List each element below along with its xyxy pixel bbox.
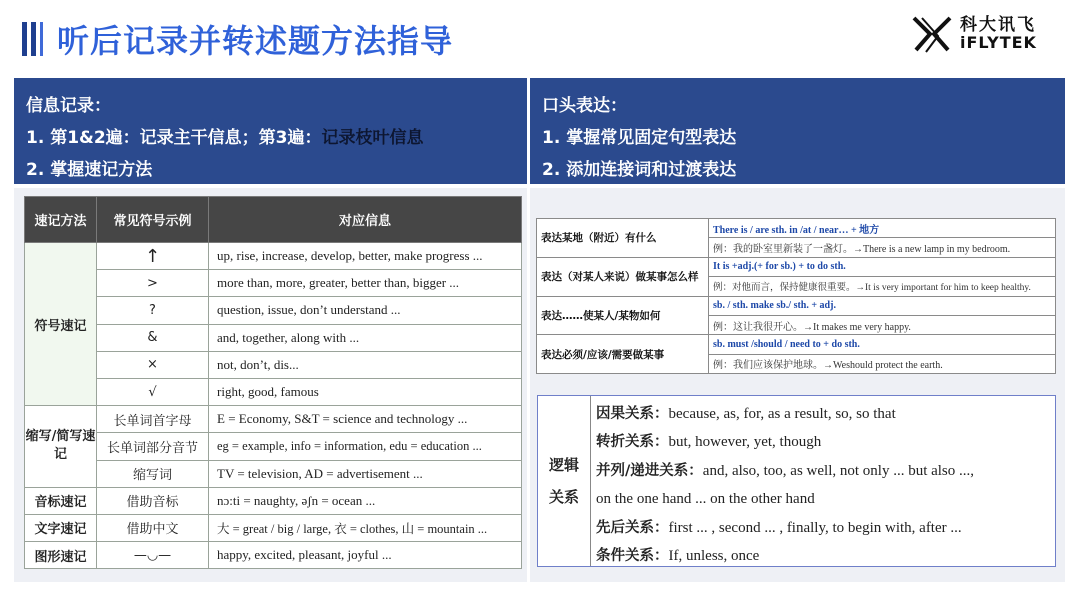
page-title: 听后记录并转述题方法指导 (57, 22, 454, 60)
symbol-cell: 缩写词 (97, 460, 209, 487)
smile-curve-icon: —◡— (97, 542, 209, 569)
logic-line-sequence: 先后关系：first ... , second ... , finally, to begin with, after ... (596, 519, 962, 536)
info-cell: more than, more, greater, better than, bigger ... (209, 270, 522, 297)
pattern-formula: sb. must /should / need to + do sth. (709, 335, 1056, 354)
symbol-cell: ? (97, 297, 209, 324)
oral-expression-box (530, 78, 1065, 184)
symbol-cell: 长单词首字母 (97, 406, 209, 433)
pattern-example: 例：对他而言，保持健康很重要。→It is very important for him to keep healthy. (709, 277, 1056, 296)
info-cell: eg = example, info = information, edu = education ... (209, 433, 522, 460)
title-bars-icon (22, 22, 43, 56)
info-cell: 大 = great / big / large, 衣 = clothes, 山 = mountain ... (209, 514, 522, 541)
table-row (25, 351, 522, 378)
logo-cn-text: 科大讯飞 (960, 14, 1036, 35)
info-record-point-1: 1. 第1&2遍：记录主干信息；第3遍：记录枝叶信息 (26, 128, 424, 148)
oral-expression-point-1: 1. 掌握常见固定句型表达 (542, 128, 737, 148)
logic-line-contrast: 转折关系：but, however, yet, though (596, 434, 822, 451)
pattern-label: 表达（对某人来说）做某事怎么样 (537, 257, 709, 296)
table-row (25, 378, 522, 405)
pattern-label: 表达必须/应该/需要做某事 (537, 335, 709, 374)
table-row (25, 270, 522, 297)
info-cell: E = Economy, S&T = science and technology ... (209, 406, 522, 433)
info-cell: nɔ:ti = naughty, əʃn = ocean ... (209, 487, 522, 514)
logic-relations-label: 逻辑 关系 (538, 396, 591, 566)
symbol-cell: × (97, 351, 209, 378)
info-record-box (14, 78, 527, 184)
pattern-example: 例：我们应该保护地球。→Weshould protect the earth. (709, 354, 1056, 373)
table-row (537, 257, 1056, 276)
logic-line-condition: 条件关系：If, unless, once (596, 548, 760, 565)
pattern-formula: It is +adj.(+ for sb.) + to do sth. (709, 257, 1056, 276)
iflytek-logo-icon (910, 12, 954, 56)
logic-line-parallel: 并列/递进关系：and, also, too, as well, not only ... but also ..., (596, 462, 975, 479)
table-row (25, 460, 522, 487)
info-cell: question, issue, don’t understand ... (209, 297, 522, 324)
info-cell: not, don’t, dis... (209, 351, 522, 378)
iflytek-logo (910, 8, 1050, 60)
info-cell: happy, excited, pleasant, joyful ... (209, 542, 522, 569)
pattern-example: 例：我的卧室里新装了一盏灯。→There is a new lamp in my bedroom. (709, 238, 1056, 257)
pattern-label: 表达……使某人/某物如何 (537, 296, 709, 335)
header-symbol: 常见符号示例 (97, 197, 209, 243)
logo-en-text: iFLYTEK (960, 32, 1037, 52)
sentence-pattern-table (536, 218, 1056, 374)
info-cell: right, good, famous (209, 378, 522, 405)
logic-line-parallel-cont: on the one hand ... on the other hand (596, 491, 815, 508)
table-row (25, 487, 522, 514)
pattern-formula: sb. / sth. make sb./ sth. + adj. (709, 296, 1056, 315)
table-row (537, 335, 1056, 354)
info-cell: TV = television, AD = advertisement ... (209, 460, 522, 487)
oral-expression-heading: 口头表达： (542, 96, 627, 116)
pattern-example: 例：这让我很开心。→It makes me very happy. (709, 315, 1056, 334)
logic-relations-box (537, 395, 1056, 567)
method-cell: 缩写/简写速记 (25, 406, 97, 488)
header-method: 速记方法 (25, 197, 97, 243)
oral-expression-point-2: 2. 添加连接词和过渡表达 (542, 160, 737, 180)
method-cell: 音标速记 (25, 487, 97, 514)
table-row (537, 296, 1056, 315)
symbol-cell: 借助音标 (97, 487, 209, 514)
symbol-cell: > (97, 270, 209, 297)
shorthand-table (24, 196, 522, 569)
info-record-point-2: 2. 掌握速记方法 (26, 160, 153, 180)
pattern-label: 表达某地（附近）有什么 (537, 219, 709, 258)
symbol-cell: 长单词部分音节 (97, 433, 209, 460)
table-row (25, 406, 522, 433)
pattern-formula: There is / are sth. in /at / near… + 地方 (709, 219, 1056, 238)
logic-line-cause: 因果关系：because, as, for, as a result, so, so that (596, 406, 896, 422)
table-row (25, 324, 522, 351)
method-cell: 文字速记 (25, 514, 97, 541)
table-row (25, 433, 522, 460)
info-cell: and, together, along with ... (209, 324, 522, 351)
table-row (25, 514, 522, 541)
symbol-cell: 借助中文 (97, 514, 209, 541)
table-row (537, 219, 1056, 238)
table-row (25, 297, 522, 324)
table-row (25, 542, 522, 569)
method-cell: 符号速记 (25, 243, 97, 406)
symbol-cell: √ (97, 378, 209, 405)
info-cell: up, rise, increase, develop, better, make progress ... (209, 243, 522, 270)
symbol-cell: ↑ (97, 243, 209, 270)
header-info: 对应信息 (209, 197, 522, 243)
table-row (25, 243, 522, 270)
title-area (22, 14, 453, 64)
symbol-cell: & (97, 324, 209, 351)
method-cell: 图形速记 (25, 542, 97, 569)
info-record-heading: 信息记录： (26, 96, 111, 116)
